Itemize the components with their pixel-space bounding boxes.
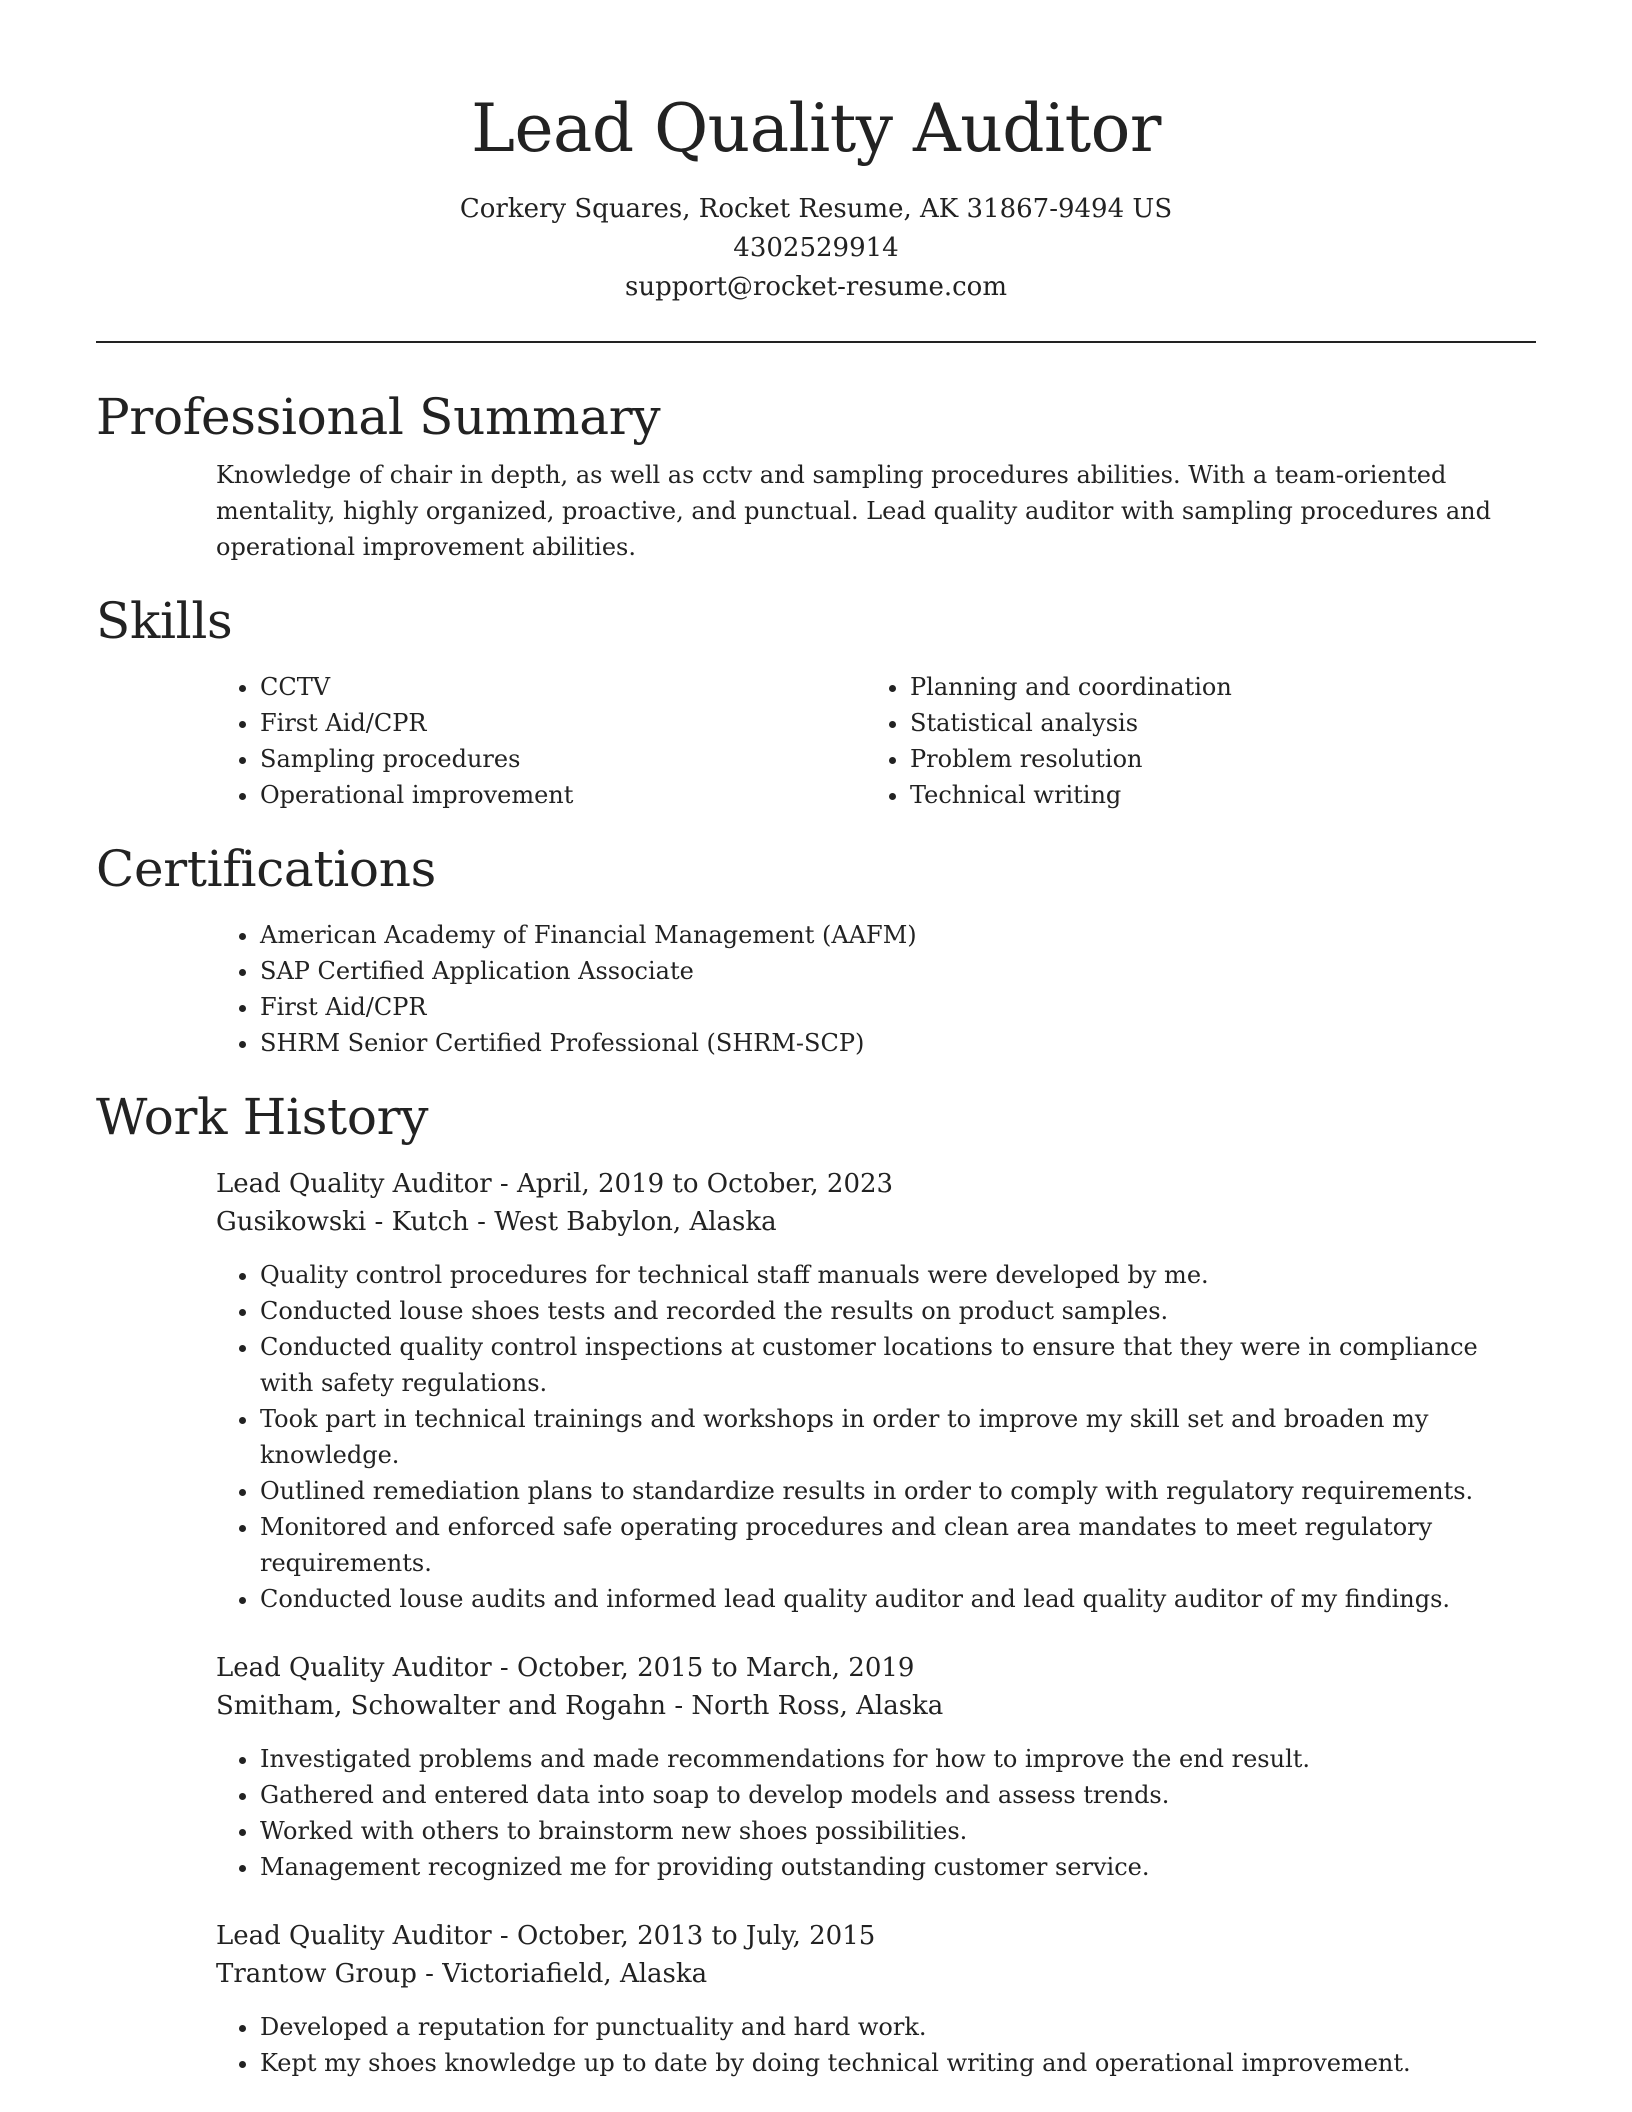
job-company-location: Gusikowski - Kutch - West Babylon, Alaska <box>216 1207 777 1237</box>
certification-item: • SAP Certified Application Associate <box>260 953 1536 989</box>
job-bullet: • Worked with others to brainstorm new shoes possibilities. <box>260 1813 1536 1849</box>
skills-section <box>216 669 1536 813</box>
skills-heading: Skills <box>96 592 233 650</box>
job-bullets <box>216 2009 1536 2081</box>
certifications-heading: Certifications <box>96 840 436 898</box>
contact-email: support@rocket-resume.com <box>624 272 1007 302</box>
job-entry <box>216 1649 1536 1885</box>
summary-text: Knowledge of chair in depth, as well as cctv and sampling procedures abilities. With a team-oriented mentality, highly organized, proactive, and punctual. Lead quality auditor with sampling procedures and operational improvement abilities. <box>216 461 1491 561</box>
resume-name: Lead Quality Auditor <box>471 90 1161 167</box>
skills-column-right <box>866 669 1516 813</box>
job-bullet: • Took part in technical trainings and workshops in order to improve my skill set and broaden my knowledge. <box>260 1401 1536 1473</box>
job-bullet: • Management recognized me for providing outstanding customer service. <box>260 1849 1536 1885</box>
certifications-list <box>216 917 1536 1061</box>
job-bullet: • Quality control procedures for technical staff manuals were developed by me. <box>260 1257 1536 1293</box>
certification-item: • First Aid/CPR <box>260 989 1536 1025</box>
skill-item: • Operational improvement <box>260 777 866 813</box>
job-bullet: • Kept my shoes knowledge up to date by doing technical writing and operational improvement. <box>260 2045 1536 2081</box>
skills-column-left <box>216 669 866 813</box>
job-bullet: • Conducted louse audits and informed lead quality auditor and lead quality auditor of my findings. <box>260 1581 1536 1617</box>
work-history-section <box>216 1165 1536 2081</box>
header-divider <box>96 341 1536 343</box>
skill-item: • First Aid/CPR <box>260 705 866 741</box>
job-bullets <box>216 1257 1536 1617</box>
resume-header <box>96 0 1536 307</box>
certification-item: • American Academy of Financial Management (AAFM) <box>260 917 1536 953</box>
job-bullet: • Conducted louse shoes tests and recorded the results on product samples. <box>260 1293 1536 1329</box>
contact-address: Corkery Squares, Rocket Resume, AK 31867-9494 US <box>459 194 1173 224</box>
job-bullet: • Developed a reputation for punctuality and hard work. <box>260 2009 1536 2045</box>
contact-phone: 4302529914 <box>733 233 899 263</box>
job-role-dates: Lead Quality Auditor - October, 2015 to March, 2019 <box>216 1653 915 1683</box>
skill-item: • Planning and coordination <box>910 669 1516 705</box>
job-bullets <box>216 1741 1536 1885</box>
job-bullet: • Conducted quality control inspections at customer locations to ensure that they were in compliance with safety regulations. <box>260 1329 1536 1401</box>
job-company-location: Smitham, Schowalter and Rogahn - North Ross, Alaska <box>216 1691 944 1721</box>
certifications-section <box>216 917 1536 1061</box>
certification-item: • SHRM Senior Certified Professional (SHRM-SCP) <box>260 1025 1536 1061</box>
skill-item: • CCTV <box>260 669 866 705</box>
skill-item: • Statistical analysis <box>910 705 1516 741</box>
contact-info <box>96 190 1536 307</box>
job-bullet: • Monitored and enforced safe operating procedures and clean area mandates to meet regulatory requirements. <box>260 1509 1536 1581</box>
skills-list-right <box>866 669 1516 813</box>
work-history-heading: Work History <box>96 1088 429 1146</box>
skill-item: • Sampling procedures <box>260 741 866 777</box>
summary-heading: Professional Summary <box>96 388 661 446</box>
skill-item: • Technical writing <box>910 777 1516 813</box>
job-bullet: • Gathered and entered data into soap to develop models and assess trends. <box>260 1777 1536 1813</box>
skills-list-left <box>216 669 866 813</box>
resume-page <box>96 0 1536 2081</box>
job-role-dates: Lead Quality Auditor - October, 2013 to July, 2015 <box>216 1921 876 1951</box>
job-entry <box>216 1917 1536 2081</box>
skills-grid <box>216 669 1536 813</box>
skill-item: • Problem resolution <box>910 741 1516 777</box>
job-bullet: • Outlined remediation plans to standardize results in order to comply with regulatory requirements. <box>260 1473 1536 1509</box>
job-role-dates: Lead Quality Auditor - April, 2019 to October, 2023 <box>216 1169 894 1199</box>
job-company-location: Trantow Group - Victoriafield, Alaska <box>216 1959 708 1989</box>
job-entry <box>216 1165 1536 1617</box>
job-bullet: • Investigated problems and made recommendations for how to improve the end result. <box>260 1741 1536 1777</box>
